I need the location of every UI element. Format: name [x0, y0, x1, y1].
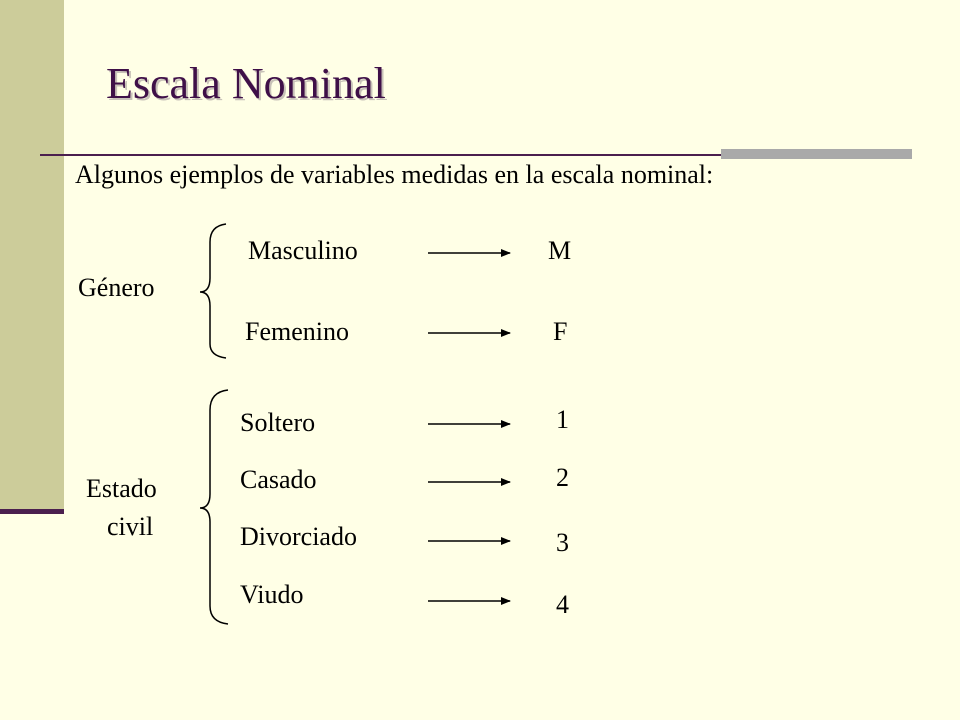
estado-code-4: 4: [556, 590, 569, 619]
estado-civil-label-line1: Estado: [86, 474, 157, 503]
estado-civil-label-line2: civil: [107, 512, 154, 541]
estado-code-1: 1: [556, 405, 569, 434]
slide-subtitle: Algunos ejemplos de variables medidas en la escala nominal:: [75, 160, 714, 189]
sidebar-band: [0, 0, 64, 512]
genero-code-m: M: [548, 236, 572, 265]
estado-value-divorciado: Divorciado: [240, 522, 357, 551]
estado-civil-brace-icon: [200, 390, 228, 624]
genero-brace-icon: [200, 224, 226, 358]
estado-code-2: 2: [556, 463, 569, 492]
slide-title: Escala Nominal: [106, 59, 386, 108]
estado-code-3: 3: [556, 528, 569, 557]
genero-value-masculino: Masculino: [248, 236, 358, 265]
title-accent-bar: [721, 149, 912, 159]
sidebar-rule: [0, 509, 64, 514]
genero-label: Género: [78, 273, 155, 302]
estado-value-soltero: Soltero: [240, 408, 316, 437]
estado-value-viudo: Viudo: [240, 580, 304, 609]
genero-value-femenino: Femenino: [245, 317, 349, 346]
genero-code-f: F: [553, 317, 568, 346]
estado-value-casado: Casado: [240, 465, 317, 494]
